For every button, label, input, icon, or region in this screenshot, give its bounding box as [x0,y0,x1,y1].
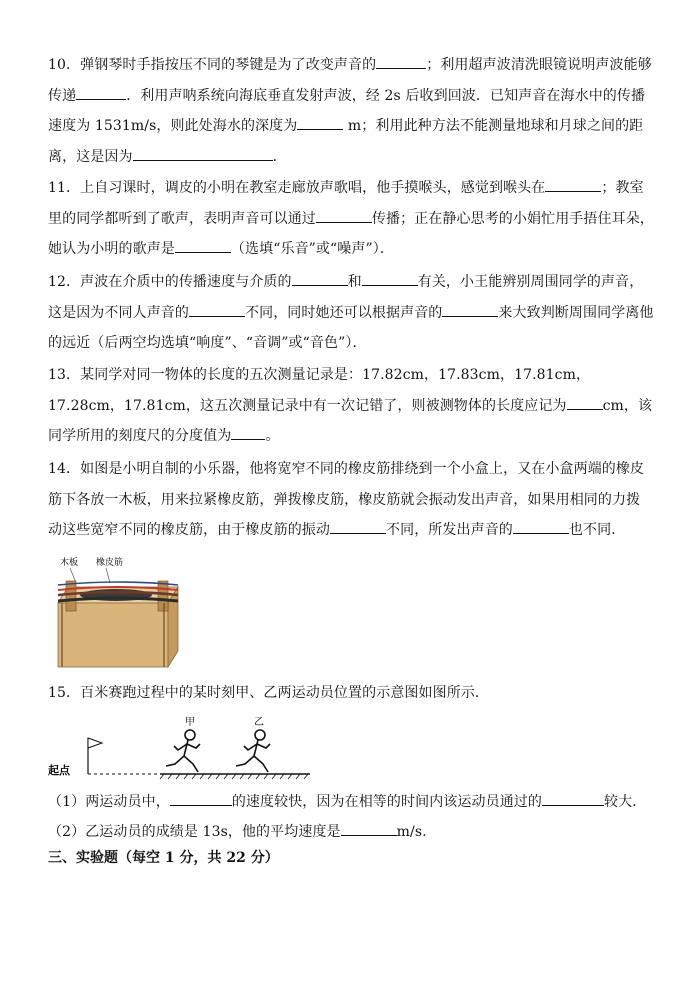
q15-title: 15．百米赛跑过程中的某时刻甲、乙两运动员位置的示意图如图所示． [48,685,490,701]
q12-blank-3[interactable] [189,301,245,317]
question-14 [48,454,654,546]
fig-start-label: 起点 [48,764,70,777]
box-front [58,603,168,667]
q14-text-2: 不同，所发出声音的 [386,522,513,538]
rubber-band-box-figure [54,553,182,671]
wood-board-left [66,581,76,611]
wood-board-right [158,581,168,611]
q11-text-2: ；教室里的同学都听到了歌声，表明声音可以通过 [48,180,644,227]
track-hatching [160,774,308,779]
runner-jia-label: 甲 [185,717,195,728]
q10-blank-4[interactable] [133,145,273,161]
q10-blank-1[interactable] [376,53,426,69]
q13-blank-2[interactable] [231,424,265,440]
q10-blank-3[interactable] [297,114,343,130]
q15-blank-1[interactable] [170,790,232,806]
runner-jia-icon [166,730,200,772]
q15-s2-text-2: m/s. [396,824,427,840]
question-13 [48,360,654,452]
q15-blank-2[interactable] [542,790,604,806]
q12-text-3: 有关，小王能辨别周围同学的声音，这是因为不同人声音的 [48,274,644,321]
runner-yi-label: 乙 [254,717,264,728]
question-11 [48,173,654,265]
q10-text-2: ；利用超声波清洗眼镜说明声波能够传递 [48,57,652,104]
q12-blank-2[interactable] [362,270,418,286]
runners-figure [48,714,310,780]
q14-text-1: 14．如图是小明自制的小乐器，他将宽窄不同的橡皮筋排绕到一个小盒上，又在小盒两端的橡皮筋下各放一木板，用来拉紧橡皮筋，弹拨橡皮筋，橡皮筋就会振动发出声音，如果用相同的力拨动这些宽窄不同的橡皮筋，由于橡皮筋的振动 [48,461,645,538]
fig-label-board: 木板 [60,558,79,568]
question-15 [48,678,654,709]
q12-text-5: 来大致判断周围同学离他的远近（后两空均选填“响度”、“音调”或“音色”）． [48,304,654,351]
fig-label-band: 橡皮筋 [96,558,124,568]
q15-s1-text-1: （1）两运动员中， [48,794,170,810]
q11-blank-2[interactable] [316,207,372,223]
q14-blank-2[interactable] [513,518,569,534]
question-15-sub-1 [48,787,654,818]
question-12 [48,267,654,359]
q12-text-1: 12．声波在介质中的传播速度与介质的 [48,274,292,290]
q12-text-2: 和 [347,274,362,290]
q10-text-5: ． [272,148,287,165]
q15-s2-text-1: （2）乙运动员的成绩是 13s，他的平均速度是 [48,824,341,840]
q14-blank-1[interactable] [330,518,386,534]
q12-blank-1[interactable] [292,270,348,286]
q14-text-3: 也不同． [568,522,626,538]
q10-blank-2[interactable] [76,84,126,100]
q11-text-1: 11．上自习课时，调皮的小明在教室走廊放声歌唱，他手摸喉头，感觉到喉头在 [48,180,546,196]
runner-yi-icon [236,730,270,772]
q11-text-3: 传播；正在静心思考的小娟忙用手捂住耳朵，她认为小明的歌声是 [48,210,654,257]
q10-text-1: 10．弹钢琴时手指按压不同的琴键是为了改变声音的 [48,57,377,73]
start-flag-icon [88,738,102,748]
q13-text-2: cm，该同学所用的刻度尺的分度值为 [48,397,653,444]
q15-s1-text-3: 较大． [604,794,647,810]
q11-text-4: （选填“乐音”或“噪声”）． [230,241,394,257]
q10-text-3: ．利用声呐系统向海底垂直发射声波，经 2s 后收到回波．已知声音在海水中的传播速度为 1531m/s，则此处海水的深度为 [48,87,646,134]
q13-text-3: 。 [265,428,280,444]
q15-s1-text-2: 的速度较快，因为在相等的时间内该运动员通过的 [231,794,543,810]
q12-blank-4[interactable] [442,301,498,317]
q10-text-4: m；利用此种方法不能测量地球和月球之间的距离，这是因为 [48,118,644,165]
q11-blank-1[interactable] [545,176,601,192]
q12-text-4: 不同，同时她还可以根据声音的 [245,304,443,321]
q11-blank-3[interactable] [175,237,231,253]
q13-text-1: 13．某同学对同一物体的长度的五次测量记录是：17.82cm，17.83cm，17.81cm，17.28cm，17.81cm，这五次测量记录中有一次记错了，则被测物体的长度应记为 [48,367,591,414]
question-10 [48,50,654,172]
q15-blank-3[interactable] [341,820,397,836]
section-3-heading: 三、实验题（每空 1 分，共 22 分） [48,850,279,866]
band-pointer-line [106,568,110,583]
q13-blank-1[interactable] [567,394,603,410]
question-15-sub-2 [48,817,654,848]
